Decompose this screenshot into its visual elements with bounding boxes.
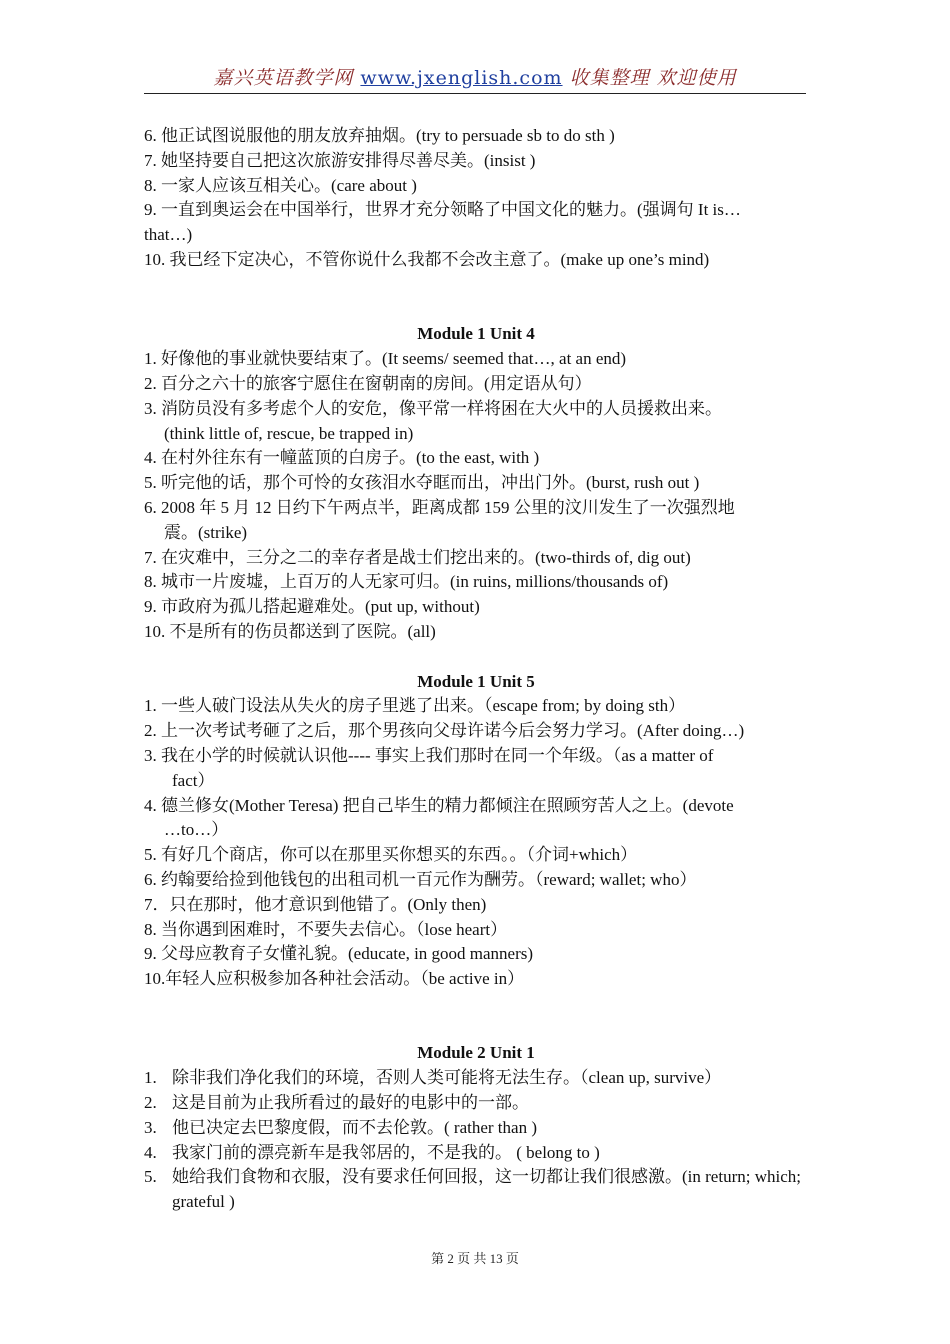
section-heading: Module 2 Unit 1	[417, 1043, 535, 1063]
exercise-item: 9. 一直到奥运会在中国举行，世界才充分领略了中国文化的魅力。(强调句 It is…	[144, 200, 741, 220]
exercise-item: 6. 2008 年 5 月 12 日约下午两点半，距离成都 159 公里的汶川发生了一次强烈地	[144, 497, 735, 517]
header-url-link[interactable]: www.jxenglish.com	[360, 67, 563, 89]
exercise-item-continued: 震。(strike)	[164, 522, 248, 542]
exercise-item: 7．只在那时，他才意识到他错了。(Only then)	[144, 894, 487, 914]
list-number: 5.	[144, 1167, 157, 1187]
exercise-item: 9. 市政府为孤儿搭起避难处。(put up, without)	[144, 597, 480, 617]
section-module2-unit1	[144, 1041, 808, 1215]
list-text: 我家门前的漂亮新车是我邻居的，不是我的。 ( belong to )	[172, 1142, 600, 1162]
exercise-item: 2. 百分之六十的旅客宁愿住在窗朝南的房间。(用定语从句）	[144, 373, 592, 393]
exercise-item: 3. 消防员没有多考虑个人的安危，像平常一样将困在大火中的人员援救出来。	[144, 398, 722, 418]
exercise-item-continued: (think little of, rescue, be trapped in)	[164, 423, 414, 443]
numbered-list	[144, 1066, 808, 1215]
list-item	[144, 1165, 808, 1215]
document-body	[144, 124, 808, 1215]
list-item	[144, 1116, 808, 1141]
list-number: 3.	[144, 1117, 157, 1137]
intro-exercises	[144, 124, 808, 273]
exercise-item: 10. 不是所有的伤员都送到了医院。(all)	[144, 621, 436, 641]
header-tagline: 收集整理 欢迎使用	[562, 67, 737, 89]
exercise-item: 4. 德兰修女(Mother Teresa) 把自己毕生的精力都倾注在照顾穷苦人之上。(devote	[144, 795, 734, 815]
list-item	[144, 1141, 808, 1166]
list-text: 她给我们食物和衣服，没有要求任何回报，这一切都让我们很感激。(in return; which; grateful )	[172, 1167, 801, 1212]
section-module1-unit4	[144, 322, 808, 644]
list-text: 这是目前为止我所看过的最好的电影中的一部。	[172, 1093, 529, 1113]
exercise-item: 1. 好像他的事业就快要结束了。(It seems/ seemed that…, at an end)	[144, 349, 627, 369]
exercise-item: 8. 城市一片废墟，上百万的人无家可归。(in ruins, millions/thousands of)	[144, 572, 669, 592]
exercise-item: 3. 我在小学的时候就认识他---- 事实上我们那时在同一个年级。（as a matter of	[144, 745, 714, 765]
exercise-item: 8. 当你遇到困难时，不要失去信心。（lose heart）	[144, 919, 508, 939]
header-divider	[144, 93, 806, 94]
exercise-item-continued: fact）	[172, 770, 215, 790]
list-text: 除非我们净化我们的环境，否则人类可能将无法生存。（clean up, survive）	[172, 1068, 722, 1088]
exercise-item: 9. 父母应教育子女懂礼貌。(educate, in good manners)	[144, 944, 534, 964]
list-number: 2.	[144, 1093, 157, 1113]
exercise-item: 10.年轻人应积极参加各种社会活动。（be active in）	[144, 969, 525, 989]
exercise-item: 5. 有好几个商店，你可以在那里买你想买的东西。。（介词+which）	[144, 845, 638, 865]
exercise-item: 8. 一家人应该互相关心。(care about )	[144, 175, 417, 195]
exercise-item: 2. 上一次考试考砸了之后，那个男孩向父母许诺今后会努力学习。(After doing…)	[144, 721, 745, 741]
exercise-item-continued: …to…）	[164, 820, 229, 840]
list-text: 他已决定去巴黎度假，而不去伦敦。( rather than )	[172, 1117, 537, 1137]
section-heading: Module 1 Unit 5	[417, 671, 535, 691]
page-footer: 第 2 页 共 13 页	[431, 1251, 519, 1266]
exercise-item: 4. 在村外往东有一幢蓝顶的白房子。(to the east, with )	[144, 448, 540, 468]
exercise-item: 7. 她坚持要自己把这次旅游安排得尽善尽美。(insist )	[144, 150, 536, 170]
list-item	[144, 1091, 808, 1116]
list-number: 1.	[144, 1068, 157, 1088]
exercise-item: 6. 他正试图说服他的朋友放弃抽烟。(try to persuade sb to do sth )	[144, 126, 615, 145]
exercise-item: 1. 一些人破门设法从失火的房子里逃了出来。（escape from; by doing sth）	[144, 696, 686, 716]
exercise-item: 6. 约翰要给捡到他钱包的出租司机一百元作为酬劳。（reward; wallet; who）	[144, 869, 697, 889]
header-site-name: 嘉兴英语教学网	[213, 67, 361, 89]
exercise-item: 10. 我已经下定决心，不管你说什么我都不会改主意了。(make up one’s mind)	[144, 249, 710, 269]
list-item	[144, 1066, 808, 1091]
page-header	[144, 64, 806, 92]
list-number: 4.	[144, 1142, 157, 1162]
section-heading: Module 1 Unit 4	[417, 324, 535, 344]
section-module1-unit5	[144, 670, 808, 992]
exercise-item: 7. 在灾难中，三分之二的幸存者是战士们挖出来的。(two-thirds of, dig out)	[144, 547, 691, 567]
exercise-item: 5. 听完他的话，那个可怜的女孩泪水夺眶而出，冲出门外。(burst, rush out )	[144, 473, 700, 493]
exercise-item-continued: that…)	[144, 225, 193, 245]
